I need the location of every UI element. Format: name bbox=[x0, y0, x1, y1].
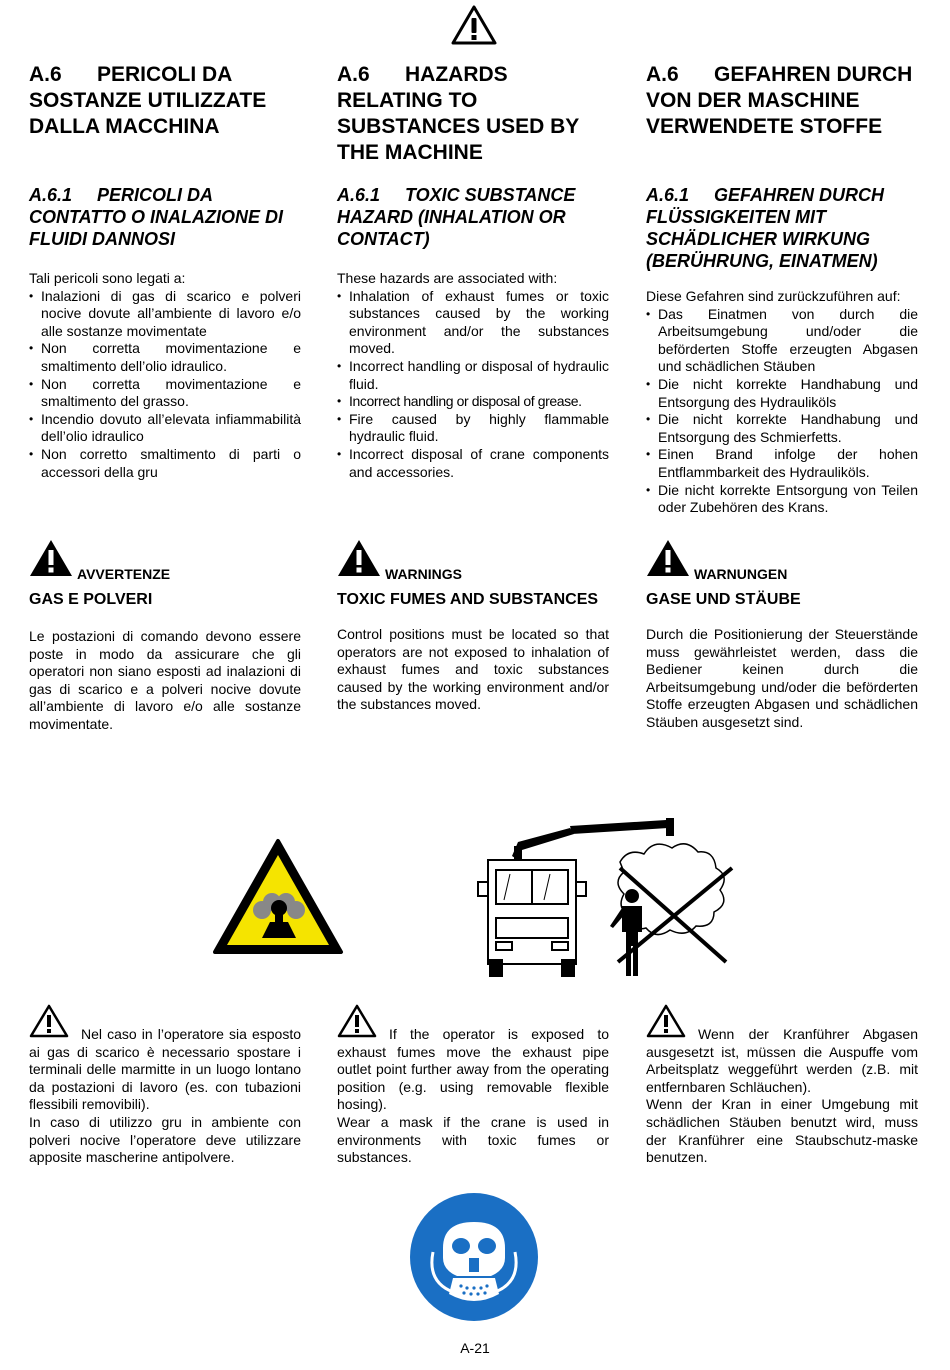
hazard-list-it bbox=[29, 270, 301, 481]
warning-triangle-outline-icon bbox=[29, 1004, 69, 1038]
warning-label: AVVERTENZE bbox=[77, 566, 171, 582]
warning-triangle-icon bbox=[646, 539, 690, 582]
list-item: • Fire caused by highly flammable hydraulic fluid. bbox=[337, 411, 609, 446]
subsection-heading-it: A.6.1 PERICOLI DA CONTATTO O INALAZIONE DI FLUIDI DANNOSI bbox=[29, 185, 283, 249]
note-text: Wear a mask if the crane is used in environments with toxic fumes or substances. bbox=[337, 1113, 609, 1166]
section-heading-en: A.6 HAZARDS RELATING TO SUBSTANCES USED BY THE MACHINE bbox=[337, 63, 579, 164]
warning-text: Durch die Positionierung der Steuerstände muss gewährleistet werden, dass die Bediener keinen durch die Arbeitsumgebung und/oder die beförderten Stoffe erzeugten Abgasen und schädlichen Stäuben ausgesetzt sind. bbox=[646, 626, 918, 730]
subsection-heading-en: A.6.1 TOXIC SUBSTANCE HAZARD (INHALATION OR CONTACT) bbox=[337, 185, 576, 249]
warning-label: WARNUNGEN bbox=[694, 566, 788, 582]
warning-title: GASE UND STÄUBE bbox=[646, 591, 801, 608]
note-text: If the operator is exposed to exhaust fumes move the exhaust pipe outlet point further away from the operating position (e.g. using removable flexible hosing). bbox=[337, 1026, 609, 1113]
list-item: • Inhalation of exhaust fumes or toxic substances caused by the working environment and/or the substances moved. bbox=[337, 288, 609, 358]
list-item: • Non corretto smaltimento di parti o accessori della gru bbox=[29, 446, 301, 481]
list-item: • Non corretta movimentazione e smaltimento dell’olio idraulico. bbox=[29, 340, 301, 375]
warning-triangle-icon bbox=[337, 539, 381, 582]
list-item: • Incorrect handling or disposal of grease. bbox=[337, 393, 609, 411]
respirator-mask-required-icon bbox=[409, 1192, 539, 1322]
warning-text: Control positions must be located so that operators are not exposed to inhalation of exhaust fumes and toxic substances caused by the working environment and/or the substances moved. bbox=[337, 626, 609, 713]
section-heading-it: A.6 PERICOLI DA SOSTANZE UTILIZZATE DALLA MACCHINA bbox=[29, 63, 267, 138]
list-item: • Incorrect handling or disposal of hydraulic fluid. bbox=[337, 358, 609, 393]
intro-text: Diese Gefahren sind zurückzuführen auf: bbox=[646, 288, 901, 304]
list-item: • Die nicht korrekte Handhabung und Entsorgung des Hydrauliköls bbox=[646, 376, 918, 411]
list-item: • Einen Brand infolge der hohen Entflammbarkeit des Hydrauliköls. bbox=[646, 446, 918, 481]
list-item: • Non corretta movimentazione e smaltimento del grasso. bbox=[29, 376, 301, 411]
warning-block-it bbox=[29, 540, 301, 734]
note-text: Wenn der Kranführer Abgasen ausgesetzt ist, müssen die Auspuffe vom Arbeitsplatz weggeführt werden (z.B. mit entfernbaren Schläuchen). bbox=[646, 1026, 918, 1095]
note-text: In caso di utilizzo gru in ambiente con polveri nocive l’operatore deve utilizzare apposite mascherine antipolvere. bbox=[29, 1113, 301, 1166]
note-text: Wenn der Kran in einer Umgebung mit schädlichen Stäuben benutzt wird, muss der Kranführer eine Staubschutz-maske benutzen. bbox=[646, 1096, 918, 1166]
warning-triangle-outline-icon bbox=[646, 1004, 686, 1038]
list-item: • Inalazioni di gas di scarico e polveri nocive dovute all’ambiente di lavoro e/o alle sostanze movimentate bbox=[29, 288, 301, 341]
toxic-gas-hazard-icon bbox=[212, 838, 344, 956]
note-it bbox=[29, 1004, 301, 1167]
intro-text: These hazards are associated with: bbox=[337, 270, 558, 286]
hazard-list-de bbox=[646, 288, 918, 517]
warning-triangle-icon bbox=[29, 539, 73, 582]
warning-block-en bbox=[337, 540, 609, 714]
note-text: Nel caso in l’operatore sia esposto ai gas di scarico è necessario spostare i terminali delle marmitte in un luogo lontano da postazioni di lavoro (es. con tubazioni flessibili removibili). bbox=[29, 1026, 301, 1113]
list-item: • Die nicht korrekte Entsorgung von Teilen oder Zubehören des Krans. bbox=[646, 482, 918, 517]
warning-title: TOXIC FUMES AND SUBSTANCES bbox=[337, 591, 599, 608]
intro-text: Tali pericoli sono legati a: bbox=[29, 270, 186, 286]
note-de bbox=[646, 1004, 918, 1167]
warning-text: Le postazioni di comando devono essere poste in modo da assicurare che gli operatori non siano esposti ad inalazioni di gas di scarico e a polveri nocive dovute all’ambiente di lavoro e/o alle sostanze movimentate. bbox=[29, 628, 301, 732]
list-item: • Incorrect disposal of crane components and accessories. bbox=[337, 446, 609, 481]
truck-crane-illustration bbox=[470, 812, 750, 980]
note-en bbox=[337, 1004, 609, 1167]
page-number: A-21 bbox=[460, 1340, 490, 1356]
subsection-heading-de: A.6.1 GEFAHREN DURCH FLÜSSIGKEITEN MIT SCHÄDLICHER WIRKUNG (BERÜHRUNG, EINATMEN) bbox=[646, 185, 885, 271]
warning-block-de bbox=[646, 540, 918, 732]
list-item: • Incendio dovuto all’elevata infiammabilità dell’olio idraulico bbox=[29, 411, 301, 446]
list-item: • Die nicht korrekte Handhabung und Entsorgung des Schmierfetts. bbox=[646, 411, 918, 446]
warning-label: WARNINGS bbox=[385, 566, 462, 582]
list-item: • Das Einatmen von durch die Arbeitsumgebung und/oder die beförderten Stoffe erzeugten Abgasen und schädlichen Stäuben bbox=[646, 306, 918, 376]
section-heading-de: A.6 GEFAHREN DURCH VON DER MASCHINE VERWENDETE STOFFE bbox=[646, 63, 913, 138]
warning-triangle-icon bbox=[450, 4, 498, 46]
hazard-list-en bbox=[337, 270, 609, 481]
warning-triangle-outline-icon bbox=[337, 1004, 377, 1038]
warning-title: GAS E POLVERI bbox=[29, 591, 153, 608]
